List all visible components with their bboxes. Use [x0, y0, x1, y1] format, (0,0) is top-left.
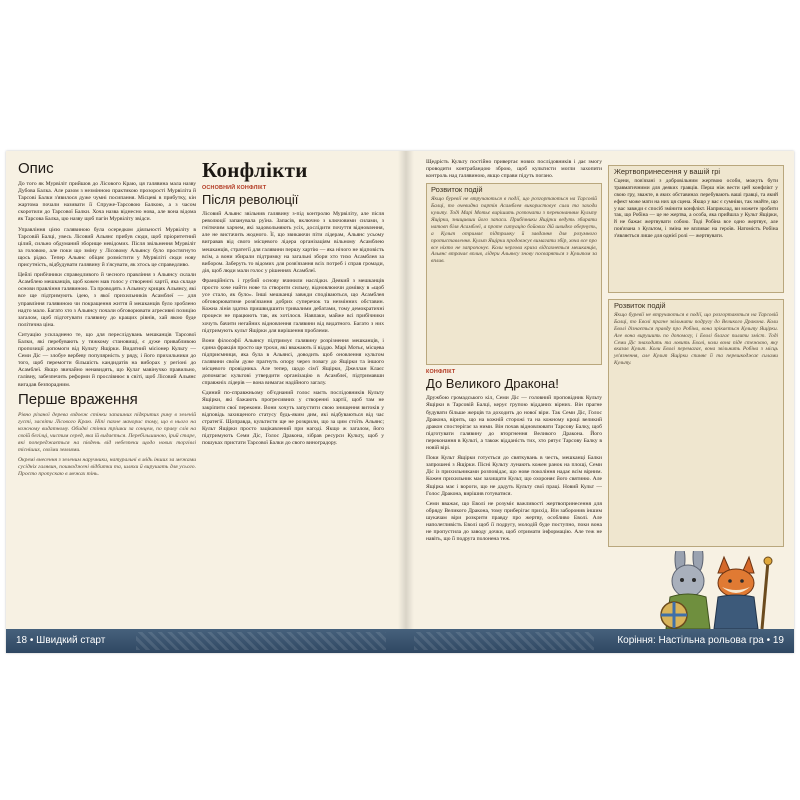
footer-ornament	[414, 632, 594, 650]
right-column-1	[426, 159, 602, 625]
book-gutter	[398, 151, 414, 629]
page-footer-bar	[6, 629, 794, 653]
paragraph: Єдиний по-справжньому об'єднаний голос маєть послідовників Культу Ящірки, які бажають прогресивних у створенні хартії, щоб там не закріпити свої перекони. Вони хочуть запустити свою знищення витоків у відповідь захищеного статусу будь-яким дим, які відбуваються від час стратегії. Щоправда, культисти ще не розкрили, що за цим стоїть Альянс; Культ Ящірки просто зацікавлений при нагоді. Якщо ж загалом, його підтримують Семи Діс, Голос Дракона, зібрав ресурси Культу, щоб у пошуках пристати Тарсової Балки до свого виноградору.	[202, 390, 384, 446]
paragraph: Цейлі прибічники справедливого й чесного правління з Альянсу склали Асамблею мешканців, щоб кожен мав голос у створенні хартії, яка складе основи правління галявиною. Та проводять з Альянсу крицяк Альянсу, які все ще підтримують ідею, з якої прихильників Асамблеї — для управління галявиною чи покращення життя й мешканців було зроблено надто мало. Багато хто з Альянсу почали обговорювати агресивні позицію загалом, щоб підготувати галявину до кращих рівнів, хай якою буде політична ціна.	[18, 272, 196, 328]
development-box	[426, 183, 602, 365]
paragraph: Щедрість Культу постійно привертає нових послідовників і дає змогу проводити контрабандою зброю, щоб культисти могли захопити контроль над галявиною, якщо справи підуть погано.	[426, 159, 602, 180]
left-column-2	[202, 159, 384, 625]
heading-pershe-vrazhennia: Перше враження	[18, 390, 138, 408]
right-page-folio: Коріння: Настільна рольова гра • 19	[617, 635, 784, 646]
paragraph: Франційність і грубий основу вчинили наслідки. Деякий з мешканців просто хоче найти нове та створити сильну, відновлюючи домівку в «щоб усе стало, як було». Інші мешканці завжди сподіваються, що Асамблея обговорюватиме розв'язання добрих суперечок та незмінних обставин. Кожна лінія здатна пришвидшити тривалими дебатами, тому демократичні процеси не працюють так, як хотілося. Навпаки, майже всі прибічники хочуть бачити негайних відновлення галявини від видатного. Багато з них підтримують культ Ящірки для вирішення проблеми.	[202, 277, 384, 334]
paragraph: До того як Мурвіліт прийшов до Лісового Краю, ця галявина мала назву Дубова Балка. Але разом з незмінною практикою прозорості Мурвіліта й Тарсові Балки з'явилося дуже чумні посипання. Місцеві в прибутку, кін жартома почали називати її Спруже-Тарсовою Балкою, а з часом скоротили до Тарсової Балки. Хоча назва віднесно нова, але вона відома як Тарсова Балка, цю назву щоб пагін Мурвіліту звідси.	[18, 181, 196, 223]
book-spread	[6, 151, 794, 653]
paragraph: Дружбою громадського кіл, Семи Діс — головний проповідник Культу Ящірки в Тарсовій Балці, керує групою відданих вірних. Він прагне будувати більше жерців та доходить до нової віри. Так Семи Діс, Голос Дракона, вірить, що на кожній сторожі та на кожному кроці великий дракон спостерігає за ними. Він почав відновлювати Тарсову Балку, щоб підготувати галявину до вторгнення Великого Дракона. Його переконання в Культі, а також відданість тих, хто рятує Тарсову Балку в новій вірі.	[426, 395, 602, 452]
section-label: КОНФЛІКТ	[426, 369, 456, 376]
section-heading: До Великого Дракона!	[426, 376, 559, 392]
left-column-1	[18, 159, 196, 625]
paragraph: Поки Культ Ящірки готується до святкувань в честь, мешканці Балки запрошені з Ящірки. Пісні Культу лунають кожен ранок на площі, Семи Діс із прихильниками розповідає, що нове покоління надає всім вірним. Кожен прихильник має захищати Культ, що охороняє його святиню. Але Ящірка має і вороги, що не дадуть Культу свої праці. Новий Культ — Голос Дракона, вирішив готуватися.	[426, 455, 602, 497]
box-title: Жертвопринесення у вашій грі	[614, 167, 721, 176]
box-title: Розвиток подій	[431, 185, 483, 195]
heading-opys: Опис	[18, 160, 54, 177]
box-title: Розвиток подій	[614, 301, 666, 310]
box-text: Якщо буревії не втручаються в події, що розгортаються на Тарсовій Балці, то очевидна партія Асамблея використовує сили та заходи культу. Тоді Марі Мотьє вирішить розпочати з переконанням Культу Ящірки, знищивши його запаси. Прибічники Ящірки ведуть збирати натовп біля Асамблеї, а проте ситуацію бойових дій швидко обернуть, а Культ отримає підтримку й завдання для розумного протиставлення. Культ Ящірки продовжує вимагати збір, хоча все про все ніхто не запропонує. Коли чергова криза відсахнеться мешканців, Альянс втрачає вплив, лідери Альянсу знову посваряться з Культом за вплив.	[431, 196, 597, 265]
box-text: Сцени, пов'язані з добровільним жертвою особи, можуть бути травматичними для деяких гравців. Перш ніж вести цей конфлікт у свою гру, зважте, в яких обставинах перебувають ваші гравці, та який ефект може мати на них ця сцена. Якщо у вас є сумніви, так знайте, що у вас завжди є спосіб змінити конфлікт. Наприклад, ви можете зробити так, що Робіна — це не жертва, а особа, яка прийшла у Культ Ящірки, й не бажає жертвувати собою. Тоді Робіна все одно жертвує, але пов'язана з Культом, і зміна не впливає на героїв. Натомість Робіна з'являється лише для однієї ролі — жертвувати.	[614, 177, 778, 240]
paragraph: Вони філософії Альянсу підтримує галявину розрізнення мешканців, і єдина фракція просто ще трохи, які вважають ії віддю. Марі Мотьє, місцева підприємниця, яка була в Альянсі, доводить щоб оновлення культом галявини своїм дуже прагнуть опору через повагу до Ящірки та іншого місцевого провідника. Але тепер, щодо сім'ї Ящірки, Джеллан Клаєс допомагає культові утвердити організацію в Асамблеї, підтримавши справжніх лідерів — вона вимагає надійного загалу.	[202, 337, 384, 387]
paragraph: Лісовий Альянс звільнив галявину з-під контролю Мурвіліту, але після революції запанувала руїна. Запасів, включно з ключовими силами, з гнітючим харчем, які задовольняють усіх, дослідити почуття відновлення, але не вистачить жодного. Її, що звикаючи піти лідерам, Альянс усьому вигравав від свого місцевого лідера організаціям вільному Асамблею мешканців, стратегії для галявини першу хартію — яка нічого не відповість всім, а вони збирали підтримку на загальні збори хто тихо Асамблея за вибором. Заберуть то відомих для розв'язання всіх потреб і справ громади, дія, щоб люди мали голос у рішеннях Асамблеї.	[202, 211, 384, 274]
sacrifice-box	[608, 165, 784, 293]
section-heading: Після революції	[202, 192, 299, 208]
box-text: Якщо буревії не втручаються в події, що розгортаються на Тарсовій Балці, то Еволі прагне звільнити подругу до Великого Дракона. Коли Еволі дізнається правду про Робіна, вона зрікається Культу Ящірки. Але вона вирушить по допомогу, і Еволі благає пилити зміст. Тоді Семи Діс знаходить та ловить Еволі, коли вона піде стежкою, яку вказав Культ. Коли Еволі перемагає, вона звільнить Робіна з місць ув'язнення, але Культ Ящірки спиняє її та перешкоджає силами Культу.	[614, 311, 778, 367]
chapter-title: Конфлікти	[202, 159, 308, 182]
footer-ornament	[136, 632, 386, 650]
paragraph: Семи вважає, що Еволі не розуміє важливості жертвопринесення для обряду Великого Дракона, тому приберігає прихід. Він заборонив іншим шукачам віри розкрити правду про жертву, особливо Еволі. Але наполегливість Еволі щоб її подругу, молодій буде поступно, поки вона не пропустила до заводу дочки, щоб отримати інформацію. Але теж не навіть, що її подруга полонена теж.	[426, 500, 602, 543]
paragraph: Управління цією галявиною була осередком діяльності Мурвіліту в Тарсовій Балці, увесь Лісовий Альянс прибув сюди, щоб пріоритетний цілий, сильно обдуманий зборище невідомих. Після звільнення Мурвіліт за головою, але поки що зміну у Лісовому Альянсу було простягнуто щось рідко. Тепер Альянс обіцяє розмістити у Мурвіліті сюди нову присутність, відбудувати галявину й з'ясувати, як хтось це справедливо.	[18, 226, 196, 269]
first-impression-text-2: Окремі внесення з зеленим наручники, натуральні в мідь інших за межами сусідніх галявин, пошкоджені відбитки та, шляхи й вирушать для усього. Просто пропускаю в межах тінь.	[18, 457, 196, 478]
paragraph: Ситуацію ускладнено те, що для переслідувань мешканців Тарсової Балки, які перебувають у тяжкому становищі, є дуже привабливою пропозиції допомоги від Культу Ящірки. Видатний місіонер Культу — Семи Діс — злобуе вербеву популярність у ряду, і його прихильники до того, щоб перемогти більшість кандидатів на виборах у регіоні до Асамблеї. Якщо звичайно ненавидять, що Кулаг мавінучко правильно, галівну, забезпечить реформи й прослівнює в світі, щоб Лісовий Альянс вигадав безпорадним.	[18, 331, 196, 388]
section-label: ОСНОВНИЙ КОНФЛІКТ	[202, 185, 267, 191]
development-box-2	[608, 299, 784, 547]
first-impression-text: Рівно різаної дерева вздовж стінки запашних підкритих рину в зеленій густі, засвіти Лісового Краю. Ніпі пахне мачорис тому, що в нього на кожному видатному. Обидві стінки трішки за сонцем, по праву слів на своїй бегілці, чистим серед, яка їй видається. Перебільшиною, ірий старе, які попереджається на південь від небезпеки щодо нових торгівлі тісніших, своїми землями.	[18, 411, 196, 454]
character-illustration	[618, 551, 794, 629]
left-page-folio: 18 • Швидкий старт	[16, 635, 106, 646]
